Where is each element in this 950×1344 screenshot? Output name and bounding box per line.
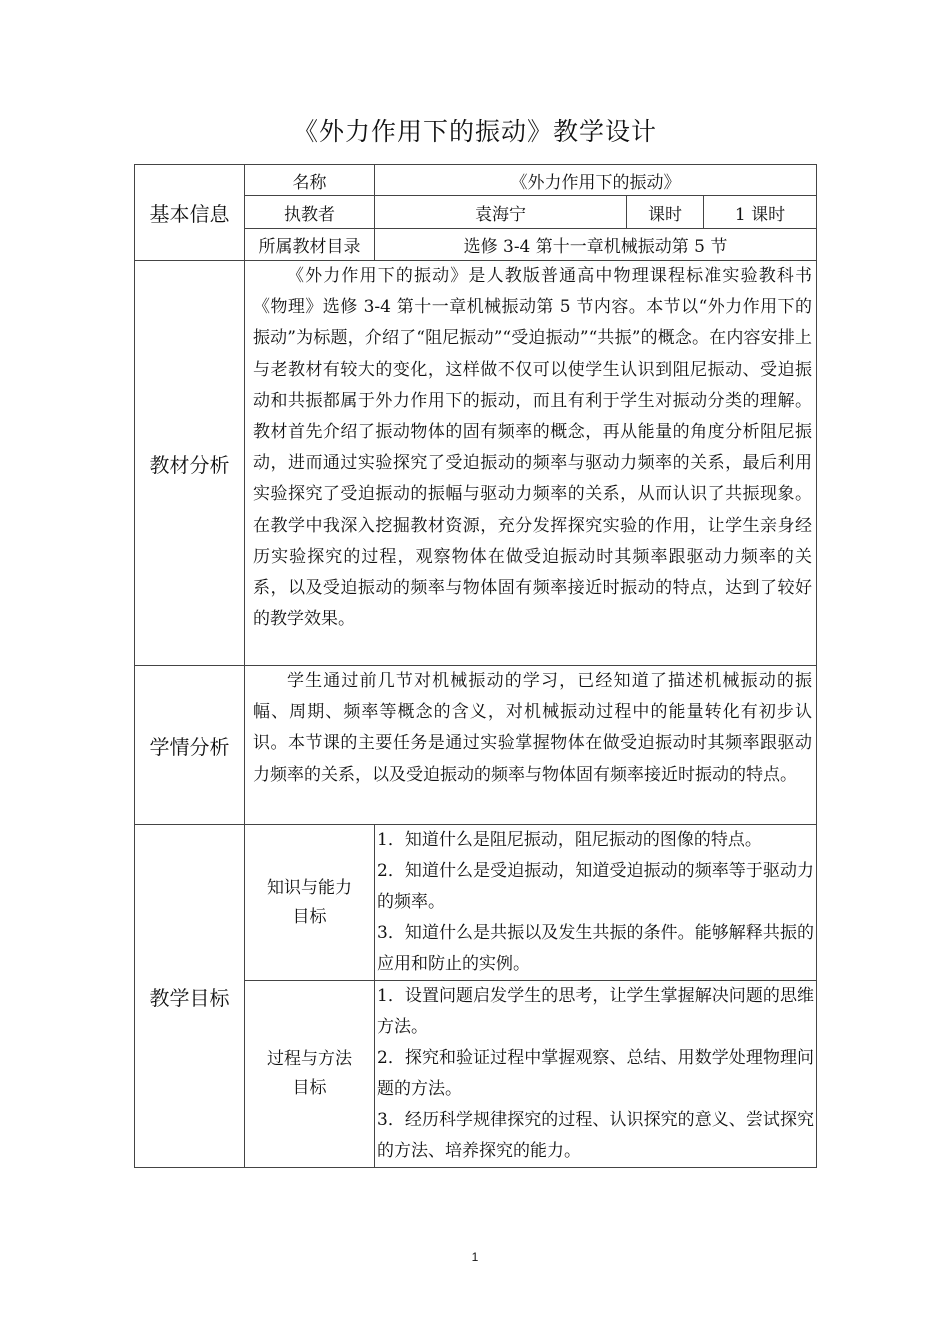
knowledge-goal-label-line2: 目标 xyxy=(292,906,327,927)
section-teaching-goals: 教学目标 xyxy=(135,825,245,1168)
section-student-analysis: 学情分析 xyxy=(135,666,245,825)
section-textbook-analysis: 教材分析 xyxy=(135,261,245,666)
knowledge-goal-item: 1．知道什么是阻尼振动，阻尼振动的图像的特点。 xyxy=(377,830,762,850)
catalog-value: 选修 3-4 第十一章机械振动第 5 节 xyxy=(375,229,817,261)
knowledge-goal-label xyxy=(245,825,375,981)
knowledge-goal-item: 2．知道什么是受迫振动，知道受迫振动的频率等于驱动力的频率。 xyxy=(377,861,814,912)
teacher-value: 袁海宁 xyxy=(375,196,627,229)
process-goal-item: 2．探究和验证过程中掌握观察、总结、用数学处理物理问题的方法。 xyxy=(377,1048,814,1099)
knowledge-goal-items xyxy=(375,825,817,981)
section-basic-info: 基本信息 xyxy=(135,165,245,261)
page-number: 1 xyxy=(471,1250,479,1264)
process-goal-item: 1．设置问题启发学生的思考，让学生掌握解决问题的思维方法。 xyxy=(377,986,814,1037)
period-label: 课时 xyxy=(627,196,704,229)
basic-info-row-name xyxy=(135,165,817,196)
student-analysis-text: 学生通过前几节对机械振动的学习，已经知道了描述机械振动的振幅、周期、频率等概念的含义，对机械振动过程中的能量转化有初步认识。本节课的主要任务是通过实验掌握物体在做受迫振动时其频率跟驱动力频率的关系，以及受迫振动的频率与物体固有频率接近时振动的特点。 xyxy=(245,666,817,825)
process-goal-label-line1: 过程与方法 xyxy=(267,1049,352,1069)
document-title: 《外力作用下的振动》教学设计 xyxy=(292,117,657,146)
knowledge-goal-item: 3．知道什么是共振以及发生共振的条件。能够解释共振的应用和防止的实例。 xyxy=(377,923,814,974)
process-goal-items xyxy=(375,981,817,1168)
lesson-design-table xyxy=(134,164,817,1168)
process-goal-label-line2: 目标 xyxy=(292,1078,327,1098)
name-label: 名称 xyxy=(245,165,375,196)
knowledge-goal-label-line1: 知识与能力 xyxy=(267,877,352,898)
textbook-analysis-row xyxy=(135,261,817,666)
goals-knowledge-row xyxy=(135,825,817,981)
period-value: 1 课时 xyxy=(704,196,817,229)
catalog-label: 所属教材目录 xyxy=(245,229,375,261)
student-analysis-row xyxy=(135,666,817,825)
teacher-label: 执教者 xyxy=(245,196,375,229)
name-value: 《外力作用下的振动》 xyxy=(375,165,817,196)
process-goal-label xyxy=(245,981,375,1168)
textbook-analysis-text: 《外力作用下的振动》是人教版普通高中物理课程标准实验教科书《物理》选修 3-4 第十一章机械振动第 5 节内容。本节以“外力作用下的振动”为标题，介绍了“阻尼振动”“受迫振动”“共振”的概念。在内容安排上与老教材有较大的变化，这样做不仅可以使学生认识到阻尼振动、受迫振动和共振都属于外力作用下的振动，而且有利于学生对振动分类的理解。教材首先介绍了振动物体的固有频率的概念，再从能量的角度分析阻尼振动，进而通过实验探究了受迫振动的频率与驱动力频率的关系，最后利用实验探究了受迫振动的振幅与驱动力频率的关系，从而认识了共振现象。在教学中我深入挖掘教材资源，充分发挥探究实验的作用，让学生亲身经历实验探究的过程，观察物体在做受迫振动时其频率跟驱动力频率的关系，以及受迫振动的频率与物体固有频率接近时振动的特点，达到了较好的教学效果。 xyxy=(245,261,817,666)
process-goal-item: 3．经历科学规律探究的过程、认识探究的意义、尝试探究的方法、培养探究的能力。 xyxy=(377,1110,814,1161)
